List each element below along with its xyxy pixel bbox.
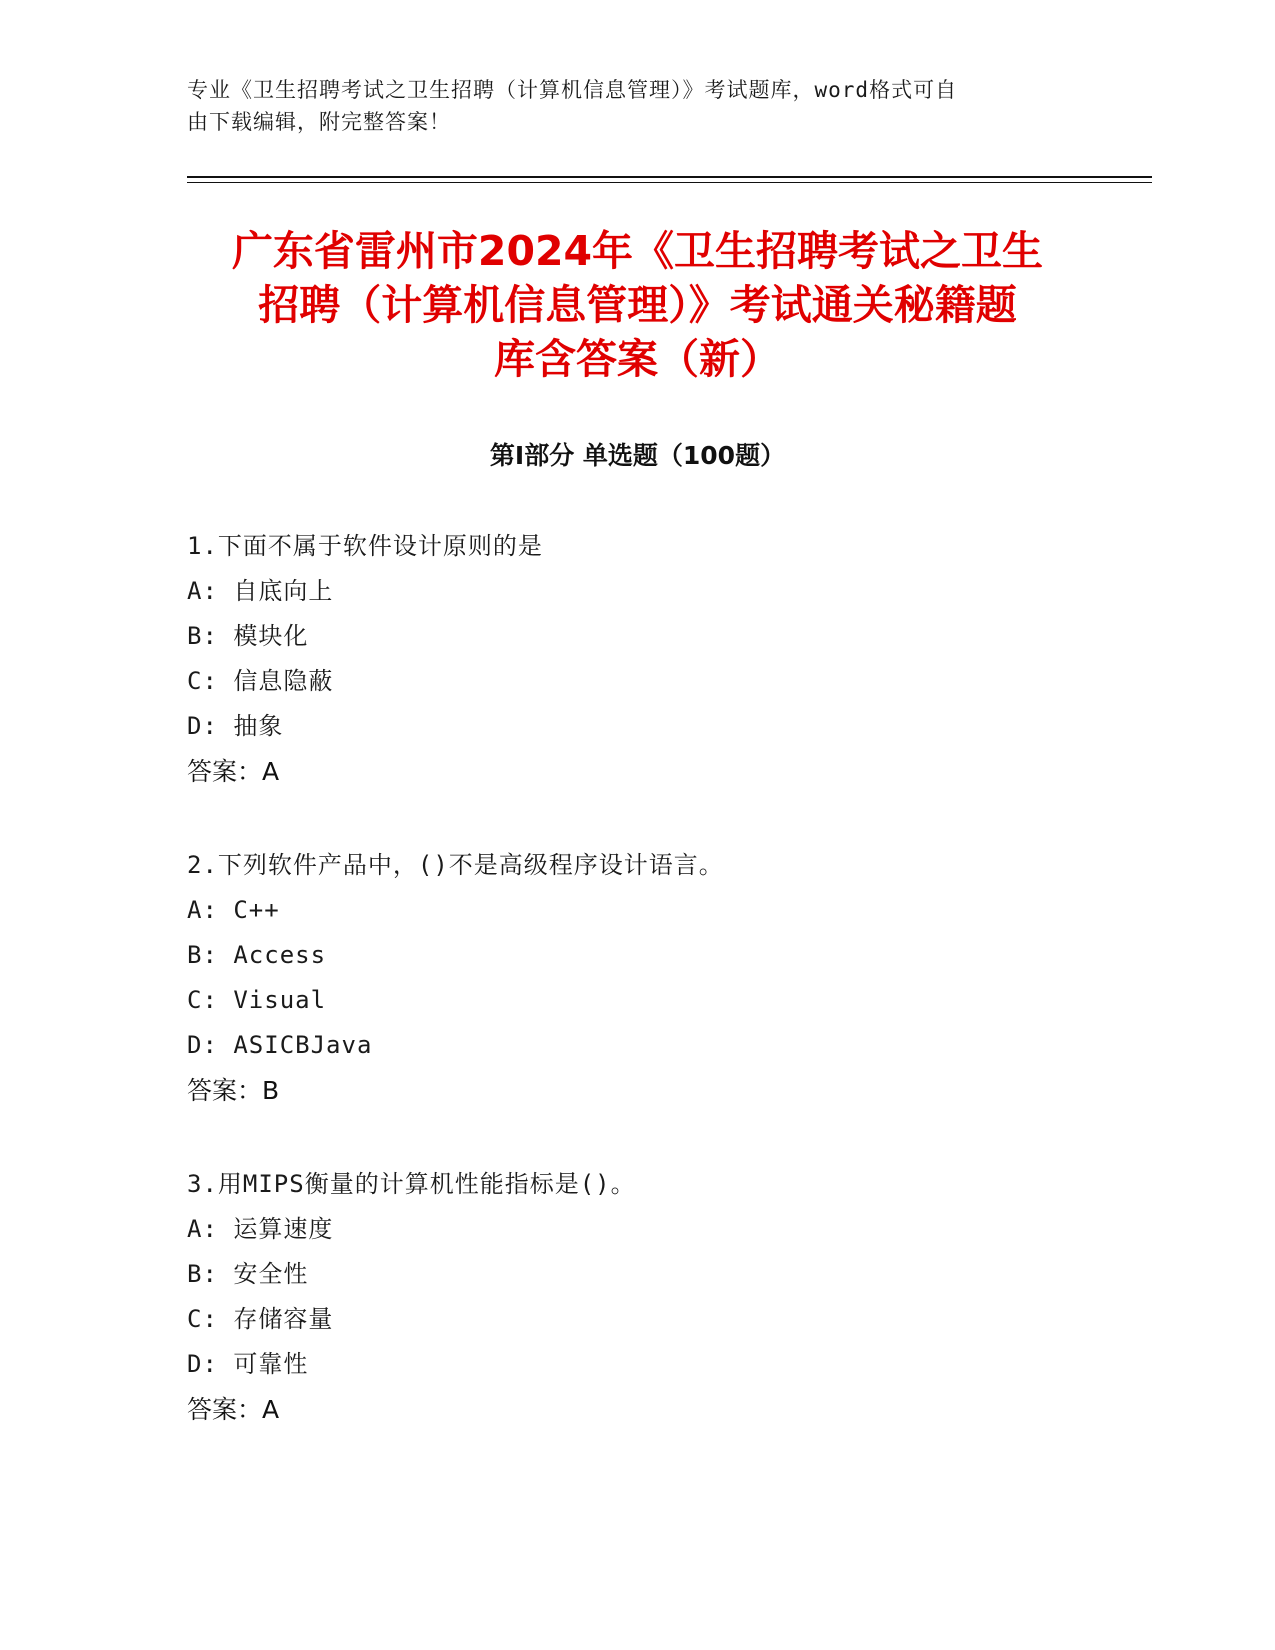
option-b: B: 模块化 xyxy=(187,622,309,650)
header-note-line-1: 专业《卫生招聘考试之卫生招聘（计算机信息管理）》考试题库，word格式可自 xyxy=(187,78,958,102)
question-3 xyxy=(187,1162,1147,1432)
answer: 答案：B xyxy=(187,1076,280,1105)
header-divider-thin xyxy=(187,182,1152,183)
option-a: A: 自底向上 xyxy=(187,577,334,605)
answer: 答案：A xyxy=(187,757,280,786)
option-c: C: Visual xyxy=(187,986,327,1014)
option-a: A: 运算速度 xyxy=(187,1215,334,1243)
header-note-line-2: 由下载编辑，附完整答案！ xyxy=(187,110,451,134)
option-d: D: ASICBJava xyxy=(187,1031,373,1059)
document-title-line-1: 广东省雷州市2024年《卫生招聘考试之卫生 xyxy=(231,227,1044,275)
section-title: 第Ⅰ部分 单选题（100题） xyxy=(489,441,786,470)
question-2 xyxy=(187,843,1147,1113)
answer: 答案：A xyxy=(187,1395,280,1424)
option-b: B: Access xyxy=(187,941,327,969)
option-a: A: C++ xyxy=(187,896,280,924)
document-title xyxy=(150,224,1125,386)
document-title-line-2: 招聘（计算机信息管理）》考试通关秘籍题 xyxy=(258,281,1017,329)
header-divider-thick xyxy=(187,176,1152,178)
option-d: D: 可靠性 xyxy=(187,1350,309,1378)
document-title-line-3: 库含答案（新） xyxy=(494,335,781,383)
option-d: D: 抽象 xyxy=(187,712,284,740)
question-stem: 3.用MIPS衡量的计算机性能指标是()。 xyxy=(187,1170,636,1198)
question-stem: 1.下面不属于软件设计原则的是 xyxy=(187,532,543,560)
option-c: C: 信息隐蔽 xyxy=(187,667,334,695)
option-c: C: 存储容量 xyxy=(187,1305,334,1333)
header-note xyxy=(187,74,1057,138)
question-1 xyxy=(187,524,1147,794)
question-stem: 2.下列软件产品中，()不是高级程序设计语言。 xyxy=(187,851,724,879)
option-b: B: 安全性 xyxy=(187,1260,309,1288)
